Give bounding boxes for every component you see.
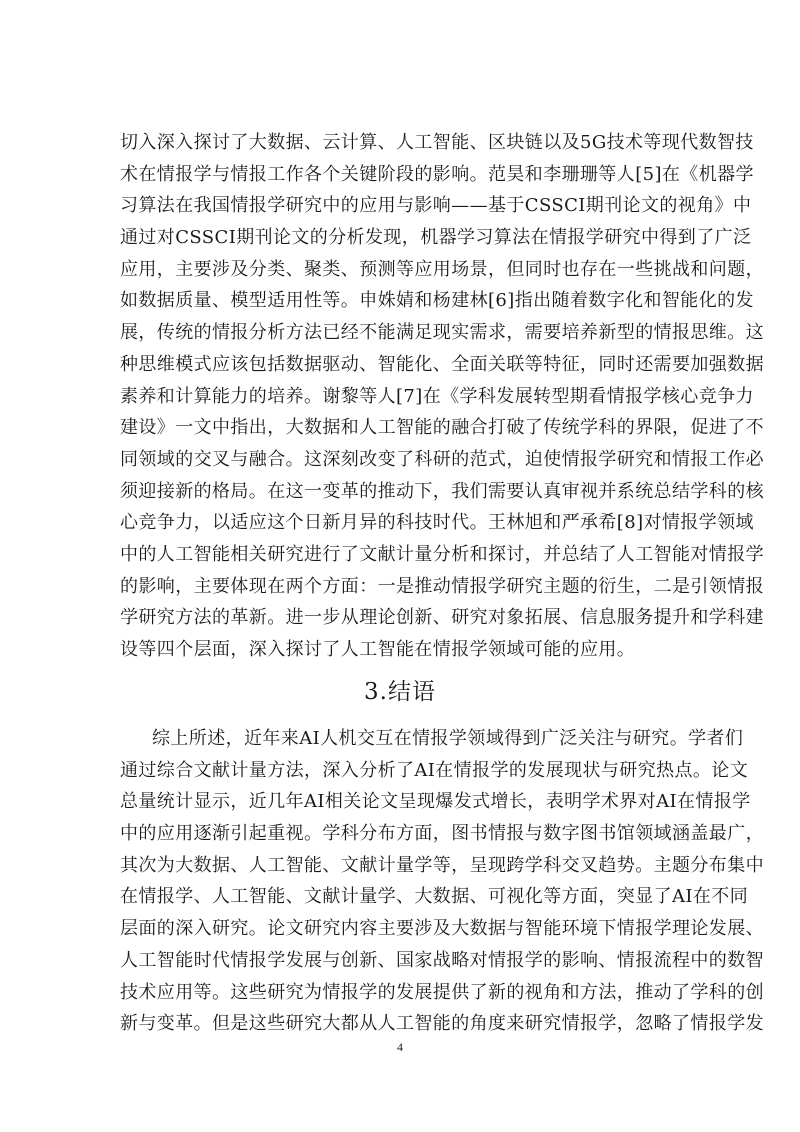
text-line: 须迎接新的格局。在这一变革的推动下，我们需要认真审视并系统总结学科的核: [120, 480, 764, 502]
text-line: 总量统计显示，近几年AI相关论文呈现爆发式增长，表明学术界对AI在情报学: [120, 791, 751, 813]
text-line: 如数据质量、模型适用性等。申姝婧和杨建林[6]指出随着数字化和智能化的发: [120, 290, 754, 312]
text-line: 中的应用逐渐引起重视。学科分布方面，图书情报与数字图书馆领域涵盖最广，: [120, 823, 764, 845]
text-line: 同领域的交叉与融合。这深刻改变了科研的范式，迫使情报学研究和情报工作必: [120, 448, 764, 470]
text-line: 应用，主要涉及分类、聚类、预测等应用场景，但同时也存在一些挑战和问题，: [120, 258, 764, 280]
text-line: 学研究方法的革新。进一步从理论创新、研究对象拓展、信息服务提升和学科建: [120, 607, 764, 629]
text-line: 综上所述，近年来AI人机交互在情报学领域得到广泛关注与研究。学者们: [152, 728, 744, 749]
text-line: 通过综合文献计量方法，深入分析了AI在情报学的发展现状与研究热点。论文: [120, 759, 749, 781]
text-line: 术在情报学与情报工作各个关键阶段的影响。范昊和李珊珊等人[5]在《机器学: [120, 163, 754, 185]
text-line: 新与变革。但是这些研究大都从人工智能的角度来研究情报学，忽略了情报学发: [120, 1013, 764, 1035]
section-heading: 3.结语: [364, 679, 436, 705]
text-line: 切入深入探讨了大数据、云计算、人工智能、区块链以及5G技术等现代数智技: [120, 132, 754, 153]
text-line: 种思维模式应该包括数据驱动、智能化、全面关联等特征，同时还需要加强数据: [120, 353, 764, 375]
text-line: 层面的深入研究。论文研究内容主要涉及大数据与智能环境下情报学理论发展、: [120, 918, 764, 940]
text-line: 素养和计算能力的培养。谢黎等人[7]在《学科发展转型期看情报学核心竞争力: [120, 385, 754, 407]
text-line: 习算法在我国情报学研究中的应用与影响——基于CSSCI期刊论文的视角》中: [120, 195, 752, 217]
page-number: 4: [397, 1040, 403, 1054]
text-line: 在情报学、人工智能、文献计量学、大数据、可视化等方面，突显了AI在不同: [120, 886, 749, 908]
text-line: 设等四个层面，深入探讨了人工智能在情报学领域可能的应用。: [120, 639, 636, 660]
text-line: 中的人工智能相关研究进行了文献计量分析和探讨，并总结了人工智能对情报学: [120, 543, 764, 565]
text-line: 技术应用等。这些研究为情报学的发展提供了新的视角和方法，推动了学科的创: [120, 981, 764, 1003]
text-line: 建设》一文中指出，大数据和人工智能的融合打破了传统学科的界限，促进了不: [120, 417, 764, 439]
body-paragraph-1: [120, 127, 764, 666]
body-paragraph-2: [120, 723, 764, 1040]
text-line: 人工智能时代情报学发展与创新、国家战略对情报学的影响、情报流程中的数智: [120, 949, 764, 971]
text-line: 的影响，主要体现在两个方面：一是推动情报学研究主题的衍生，二是引领情报: [120, 575, 764, 597]
text-line: 心竞争力，以适应这个日新月异的科技时代。王林旭和严承希[8]对情报学领域: [120, 512, 754, 534]
text-line: 展，传统的情报分析方法已经不能满足现实需求，需要培养新型的情报思维。这: [120, 322, 764, 344]
text-line: 通过对CSSCI期刊论文的分析发现，机器学习算法在情报学研究中得到了广泛: [120, 227, 752, 249]
text-line: 其次为大数据、人工智能、文献计量学等，呈现跨学科交叉趋势。主题分布集中: [120, 854, 764, 876]
